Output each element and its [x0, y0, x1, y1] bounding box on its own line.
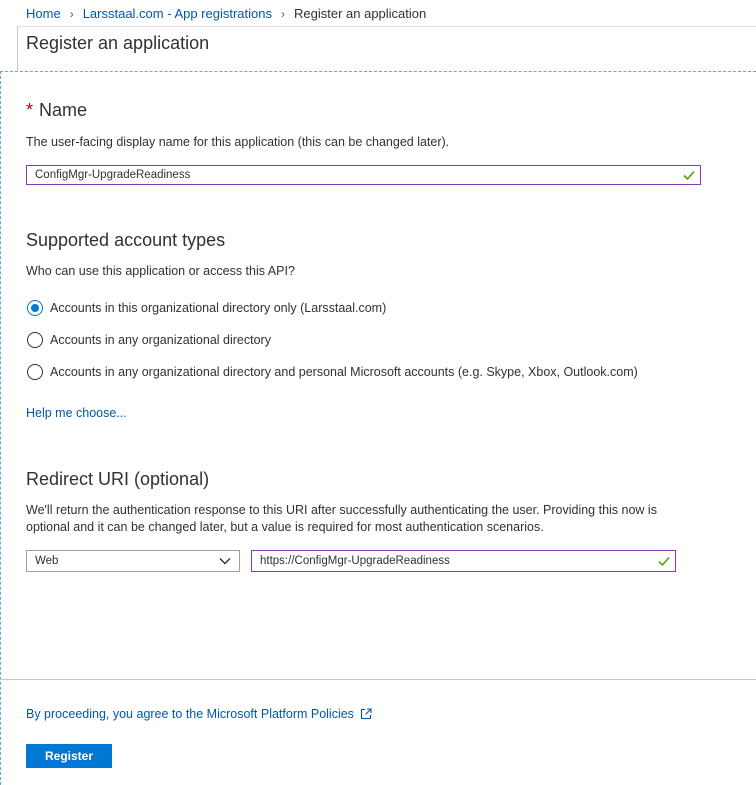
focus-outline-top: [0, 71, 756, 72]
platform-dropdown[interactable]: [26, 550, 240, 572]
platform-policies-link[interactable]: [26, 707, 372, 721]
required-marker: *: [26, 100, 34, 120]
breadcrumb-current: Register an application: [294, 6, 427, 21]
platform-policies-text[interactable]: By proceeding, you agree to the Microsoft Platform Policies: [26, 707, 354, 721]
name-heading: Name: [39, 100, 88, 120]
register-button[interactable]: Register: [26, 744, 112, 768]
help-me-choose-link[interactable]: Help me choose...: [26, 406, 127, 420]
radio-button[interactable]: [27, 332, 43, 348]
chevron-right-icon: ›: [281, 6, 285, 21]
radio-option-label[interactable]: Accounts in this organizational directory only (Larsstaal.com): [50, 301, 387, 315]
radio-option-multi-tenant-personal[interactable]: [27, 364, 638, 380]
name-description: The user-facing display name for this application (this can be changed later).: [26, 135, 450, 149]
name-section-title: [26, 100, 87, 121]
focus-outline-left: [0, 71, 1, 785]
chevron-down-icon[interactable]: [219, 557, 231, 565]
account-types-question: Who can use this application or access this API?: [26, 264, 295, 278]
name-input-value[interactable]: ConfigMgr-UpgradeReadiness: [35, 169, 191, 181]
breadcrumb-app-registrations-link[interactable]: Larsstaal.com - App registrations: [82, 6, 272, 21]
checkmark-icon: [682, 168, 696, 182]
external-link-icon[interactable]: [360, 708, 372, 720]
radio-button-selected[interactable]: [27, 300, 43, 316]
redirect-uri-description: We'll return the authentication response to this URI after successfully authenticating the user. Providing this now is optional and it can be changed later, but a value is required for most authentication scenarios.: [26, 503, 657, 534]
redirect-uri-input-value[interactable]: https://ConfigMgr-UpgradeReadiness: [260, 555, 450, 567]
chevron-right-icon: ›: [69, 6, 74, 21]
footer-divider: [0, 679, 756, 680]
radio-option-single-tenant[interactable]: [27, 300, 386, 316]
redirect-uri-input[interactable]: [251, 550, 676, 572]
redirect-uri-title: Redirect URI (optional): [26, 469, 210, 489]
radio-option-label[interactable]: Accounts in any organizational directory and personal Microsoft accounts (e.g. Skype, Xbox, Outlook.com): [50, 365, 638, 379]
account-types-title: Supported account types: [26, 230, 226, 250]
checkmark-icon: [657, 554, 671, 568]
platform-dropdown-value[interactable]: Web: [35, 555, 59, 567]
radio-button[interactable]: [27, 364, 43, 380]
blade-edge: [17, 27, 18, 71]
radio-option-multi-tenant[interactable]: [27, 332, 271, 348]
breadcrumb-home-link[interactable]: Home: [26, 6, 61, 21]
breadcrumb: [26, 6, 426, 21]
page-title: Register an application: [26, 33, 210, 53]
name-input[interactable]: [26, 165, 701, 185]
radio-option-label[interactable]: Accounts in any organizational directory: [50, 333, 271, 347]
header-divider: [17, 26, 756, 27]
